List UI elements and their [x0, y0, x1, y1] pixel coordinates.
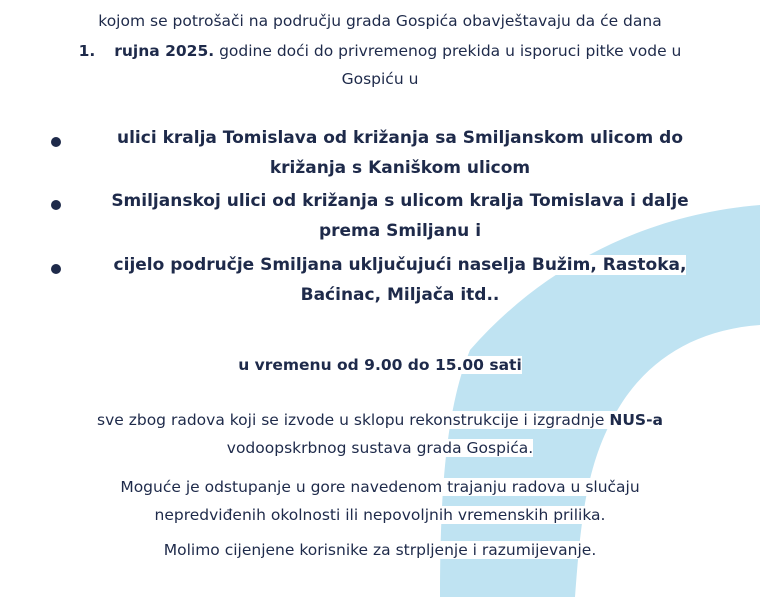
- area-2-line-a: Smiljanskoj ulici od križanja s ulicom kralja Tomislava i dalje: [111, 191, 689, 211]
- area-1-line-a: ulici kralja Tomislava od križanja sa Smiljanskom ulicom do: [117, 128, 683, 148]
- closing-line: Molimo cijenjene korisnike za strpljenje i razumijevanje.: [163, 541, 597, 559]
- area-3-line-b: Baćinac, Miljača itd..: [300, 285, 500, 305]
- area-1-line-b: križanja s Kaniškom ulicom: [269, 158, 531, 178]
- time-window: u vremenu od 9.00 do 15.00 sati: [238, 356, 522, 374]
- note-line-2: nepredviđenih okolnosti ili nepovoljnih vremenskih prilika.: [154, 506, 606, 524]
- date-highlight: rujna 2025.: [114, 42, 215, 60]
- area-3-line-a: cijelo područje Smiljana uključujući naselja Bužim, Rastoka,: [113, 255, 687, 275]
- intro-line-1: kojom se potrošači na području grada Gospića obavještavaju da će dana: [98, 12, 662, 30]
- intro-line-2-rest: godine doći do privremenog prekida u isporuci pitke vode u: [214, 42, 682, 60]
- intro-line-3: Gospiću u: [341, 70, 419, 88]
- intro-line-2: [0, 42, 760, 60]
- nus-highlight: NUS-a: [609, 411, 663, 429]
- reason-line-1: sve zbog radova koji se izvode u sklopu rekonstrukcije i izgradnje NUS-a: [97, 411, 663, 429]
- area-2-line-b: prema Smiljanu i: [318, 221, 482, 241]
- note-line-1: Moguće je odstupanje u gore navedenom trajanju radova u slučaju: [120, 478, 640, 496]
- date-number: 1.: [78, 42, 96, 60]
- reason-line-2: vodoopskrbnog sustava grada Gospića.: [226, 439, 534, 457]
